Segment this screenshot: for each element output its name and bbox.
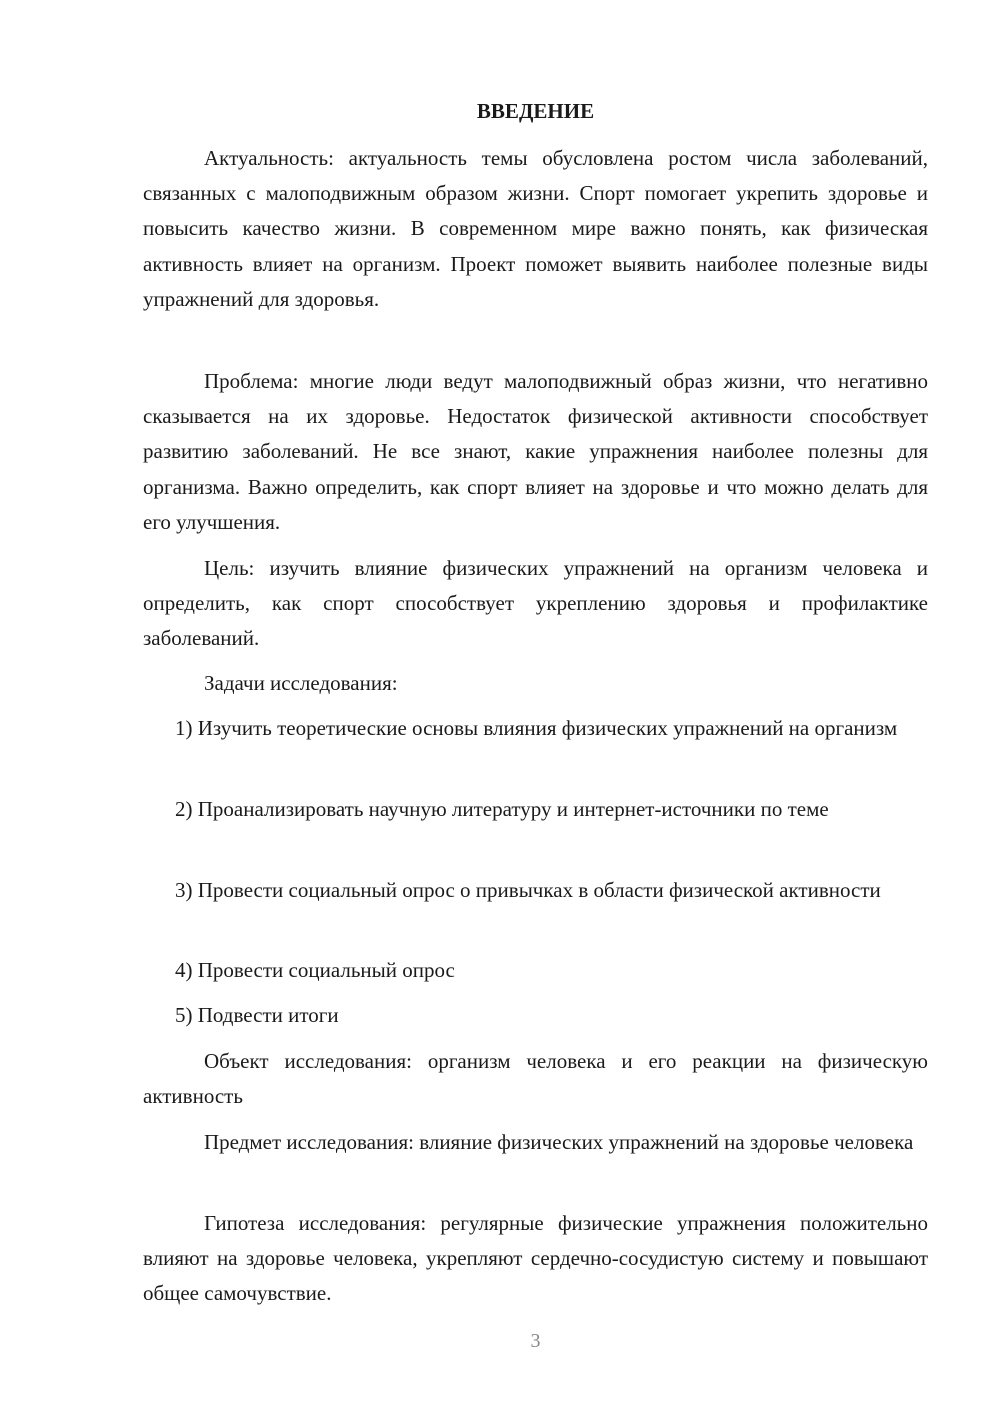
document-page [143,0,928,1414]
task-item-1: 1) Изучить теоретические основы влияния физических упражнений на организм [175,716,898,740]
paragraph-object: Объект исследования: организм человека и его реакции на физическую активность [143,1049,928,1109]
paragraph-goal: Цель: изучить влияние физических упражнений на организм человека и определить, как спорт способствует укреплению здоровья и профилактике заболеваний. [143,556,928,651]
page-number: 3 [530,1330,541,1352]
paragraph-subject: Предмет исследования: влияние физических упражнений на здоровье человека [204,1130,914,1154]
task-item-3: 3) Провести социальный опрос о привычках в области физической активности [175,878,881,902]
task-item-5: 5) Подвести итоги [175,1003,339,1027]
paragraph-relevance: Актуальность: актуальность темы обусловлена ростом числа заболеваний, связанных с малоподвижным образом жизни. Спорт помогает укрепить здоровье и повысить качество жизни. В современном мире важно понять, как физическая активность влияет на организм. Проект поможет выявить наиболее полезные виды упражнений для здоровья. [143,146,928,311]
tasks-title: Задачи исследования: [204,671,398,695]
paragraph-hypothesis: Гипотеза исследования: регулярные физические упражнения положительно влияют на здоровье человека, укрепляют сердечно-сосудистую систему и повышают общее самочувствие. [143,1211,928,1306]
paragraph-problem: Проблема: многие люди ведут малоподвижный образ жизни, что негативно сказывается на их здоровье. Недостаток физической активности способствует развитию заболеваний. Не все знают, какие упражнения наиболее полезны для организма. Важно определить, как спорт влияет на здоровье и что можно делать для его улучшения. [143,369,928,534]
task-item-4: 4) Провести социальный опрос [175,958,455,982]
section-heading: ВВЕДЕНИЕ [476,99,595,123]
task-item-2: 2) Проанализировать научную литературу и интернет-источники по теме [175,797,829,821]
